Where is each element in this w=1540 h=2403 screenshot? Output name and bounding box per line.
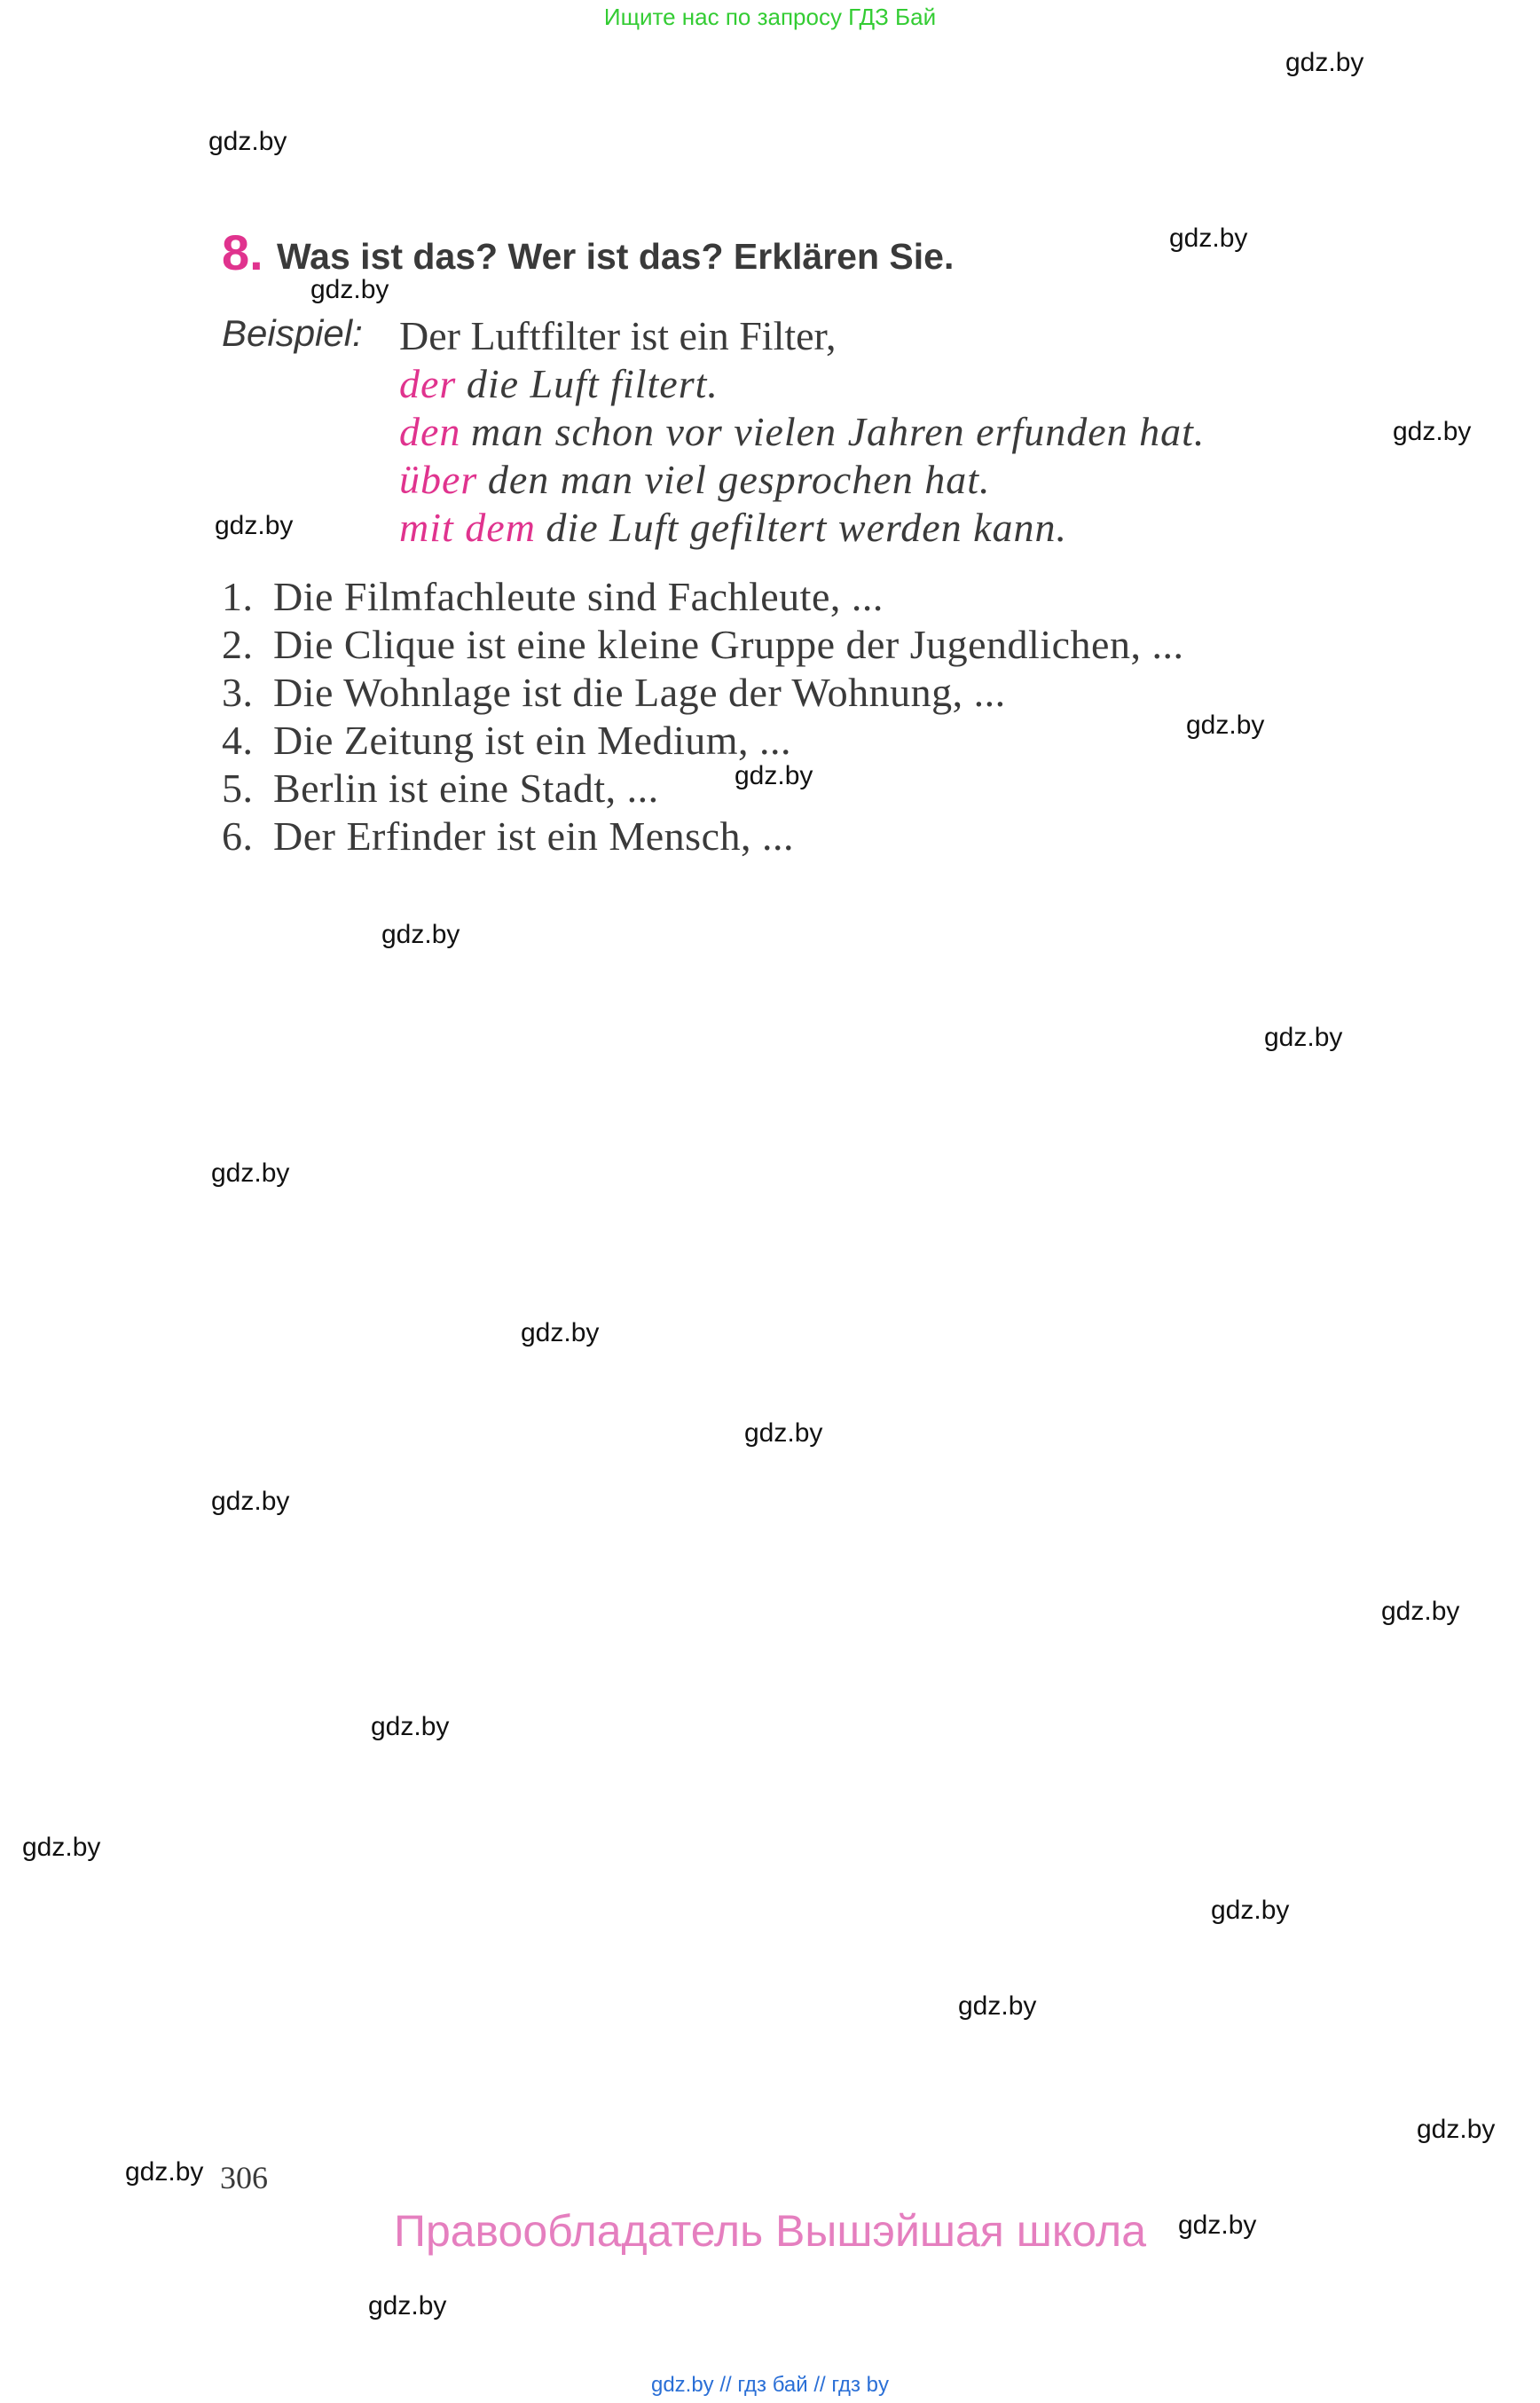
relative-clause: die Luft filtert. — [466, 361, 719, 406]
example-variant — [399, 456, 991, 503]
watermark: gdz.by — [1169, 224, 1248, 253]
watermark: gdz.by — [521, 1318, 600, 1347]
relative-pronoun: den — [399, 409, 461, 454]
item-number: 6. — [222, 813, 254, 859]
rights-holder: Правообладатель Вышэйшая школа — [394, 2206, 1146, 2256]
watermark: gdz.by — [22, 1833, 101, 1862]
item-text: Der Erfinder ist ein Mensch, ... — [273, 813, 795, 859]
search-hint: Ищите нас по запросу ГДЗ Бай — [603, 4, 937, 30]
watermark: gdz.by — [1178, 2211, 1257, 2240]
relative-pronoun: der — [399, 361, 457, 406]
footer-links[interactable]: gdz.by // гдз бай // гдз by — [650, 2373, 890, 2397]
watermark: gdz.by — [215, 511, 294, 540]
item-text: Die Wohnlage ist die Lage der Wohnung, ... — [273, 670, 1006, 715]
watermark: gdz.by — [381, 920, 460, 949]
relative-pronoun: mit dem — [399, 505, 536, 550]
watermark: gdz.by — [1285, 48, 1364, 77]
example-variant — [399, 504, 1067, 551]
list-item — [222, 573, 884, 620]
item-text: Berlin ist eine Stadt, ... — [273, 766, 659, 811]
relative-pronoun: über — [399, 457, 478, 502]
watermark: gdz.by — [1186, 711, 1265, 740]
exercise-title: Was ist das? Wer ist das? Erklären Sie. — [277, 236, 955, 277]
watermark: gdz.by — [744, 1418, 823, 1448]
watermark: gdz.by — [735, 761, 813, 790]
watermark: gdz.by — [125, 2157, 204, 2187]
relative-clause: die Luft gefiltert werden kann. — [546, 505, 1068, 550]
relative-clause: den man viel gesprochen hat. — [487, 457, 991, 502]
list-item — [222, 669, 1006, 716]
watermark: gdz.by — [958, 1991, 1037, 2021]
list-item — [222, 717, 791, 764]
item-text: Die Filmfachleute sind Fachleute, ... — [273, 574, 884, 619]
item-number: 4. — [222, 718, 254, 763]
example-variant — [399, 408, 1205, 455]
watermark: gdz.by — [1393, 417, 1472, 446]
example-label: Beispiel: — [222, 312, 363, 354]
exercise-number: 8. — [222, 224, 263, 280]
watermark: gdz.by — [211, 1487, 290, 1516]
item-text: Die Zeitung ist ein Medium, ... — [273, 718, 792, 763]
example-variant — [399, 360, 719, 407]
relative-clause: man schon vor vielen Jahren erfunden hat. — [470, 409, 1206, 454]
page-number: 306 — [220, 2160, 268, 2195]
item-number: 2. — [222, 622, 254, 667]
list-item — [222, 765, 659, 812]
list-item — [222, 813, 794, 860]
item-number: 3. — [222, 670, 254, 715]
list-item — [222, 621, 1183, 668]
watermark: gdz.by — [1381, 1597, 1460, 1626]
watermark: gdz.by — [208, 127, 287, 156]
watermark: gdz.by — [1264, 1023, 1343, 1052]
watermark: gdz.by — [1417, 2115, 1496, 2144]
watermark: gdz.by — [211, 1158, 290, 1188]
watermark: gdz.by — [368, 2291, 447, 2321]
item-number: 5. — [222, 766, 254, 811]
item-number: 1. — [222, 574, 254, 619]
watermark: gdz.by — [371, 1712, 450, 1741]
example-first-line: Der Luftfilter ist ein Filter, — [399, 313, 837, 358]
item-text: Die Clique ist eine kleine Gruppe der Jugendlichen, ... — [273, 622, 1184, 667]
watermark: gdz.by — [310, 275, 389, 304]
watermark: gdz.by — [1211, 1896, 1290, 1925]
